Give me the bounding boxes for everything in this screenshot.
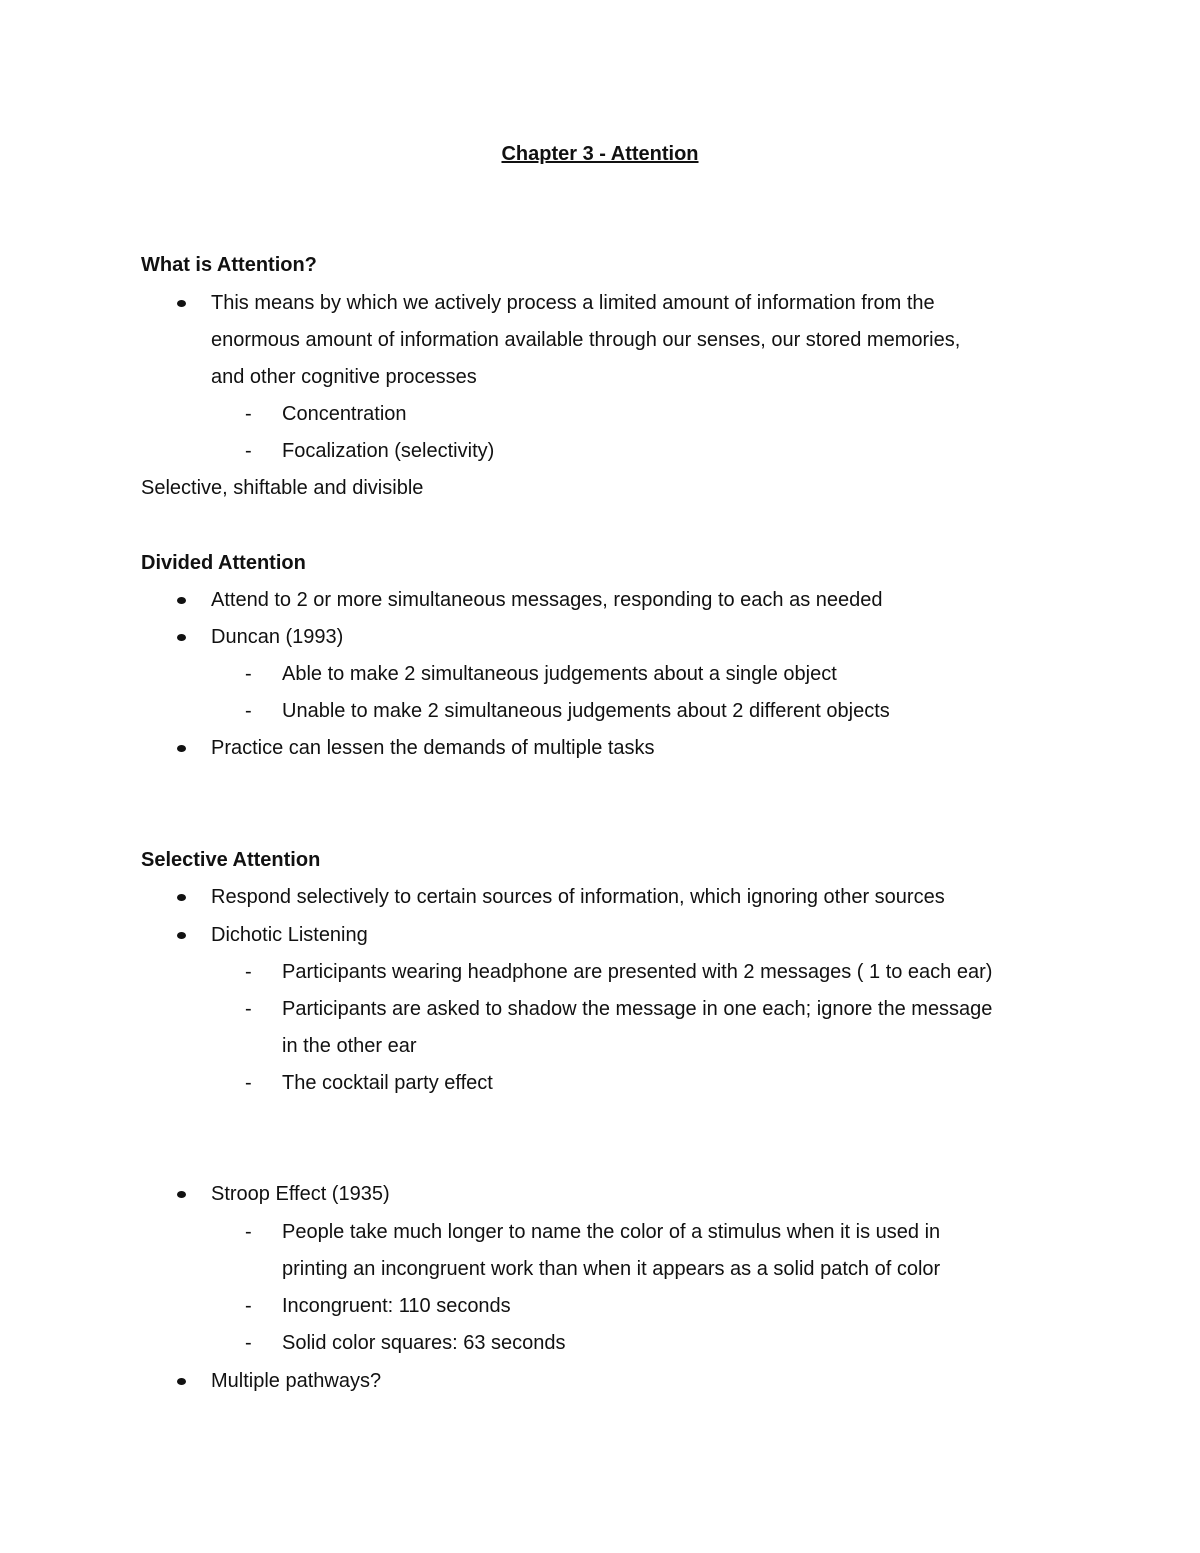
list-item: Dichotic Listening	[211, 924, 368, 946]
dash-icon: -	[245, 998, 252, 1020]
section-heading-what-is-attention: What is Attention?	[141, 254, 317, 276]
sub-list-item-continuation: printing an incongruent work than when it appears as a solid patch of color	[282, 1258, 941, 1280]
sub-list-item: Focalization (selectivity)	[282, 440, 495, 462]
sub-list-item: Able to make 2 simultaneous judgements about a single object	[282, 663, 837, 685]
bullet-icon	[177, 1378, 186, 1385]
sub-list-item: Solid color squares: 63 seconds	[282, 1332, 566, 1354]
dash-icon: -	[245, 700, 252, 722]
bullet-icon	[177, 300, 186, 307]
bullet-icon	[177, 1191, 186, 1198]
sub-list-item: People take much longer to name the color of a stimulus when it is used in	[282, 1221, 941, 1243]
page-title: Chapter 3 - Attention	[501, 143, 699, 165]
sub-list-item: Unable to make 2 simultaneous judgements about 2 different objects	[282, 700, 890, 722]
list-item: Attend to 2 or more simultaneous messages, responding to each as needed	[211, 589, 883, 611]
list-item: Stroop Effect (1935)	[211, 1183, 390, 1205]
bullet-icon	[177, 932, 186, 939]
dash-icon: -	[245, 440, 252, 462]
dash-icon: -	[245, 961, 252, 983]
list-item: Respond selectively to certain sources of information, which ignoring other sources	[211, 886, 945, 908]
dash-icon: -	[245, 1332, 252, 1354]
bullet-icon	[177, 634, 186, 641]
bullet-icon	[177, 597, 186, 604]
list-item-continuation: and other cognitive processes	[211, 366, 477, 388]
sub-list-item: Incongruent: 110 seconds	[282, 1295, 511, 1317]
dash-icon: -	[245, 1295, 252, 1317]
sub-list-item-continuation: in the other ear	[282, 1035, 417, 1057]
list-item: This means by which we actively process a limited amount of information from the	[211, 292, 935, 314]
dash-icon: -	[245, 403, 252, 425]
sub-list-item: Participants are asked to shadow the message in one each; ignore the message	[282, 998, 993, 1020]
list-item: Duncan (1993)	[211, 626, 344, 648]
bullet-icon	[177, 894, 186, 901]
dash-icon: -	[245, 1072, 252, 1094]
list-item: Practice can lessen the demands of multiple tasks	[211, 737, 655, 759]
section-heading-divided-attention: Divided Attention	[141, 552, 306, 574]
dash-icon: -	[245, 1221, 252, 1243]
list-item: Multiple pathways?	[211, 1370, 382, 1392]
paragraph: Selective, shiftable and divisible	[141, 477, 424, 499]
sub-list-item: Concentration	[282, 403, 407, 425]
dash-icon: -	[245, 663, 252, 685]
sub-list-item: Participants wearing headphone are presented with 2 messages ( 1 to each ear)	[282, 961, 993, 983]
section-heading-selective-attention: Selective Attention	[141, 849, 321, 871]
sub-list-item: The cocktail party effect	[282, 1072, 493, 1094]
bullet-icon	[177, 745, 186, 752]
list-item-continuation: enormous amount of information available through our senses, our stored memories,	[211, 329, 961, 351]
